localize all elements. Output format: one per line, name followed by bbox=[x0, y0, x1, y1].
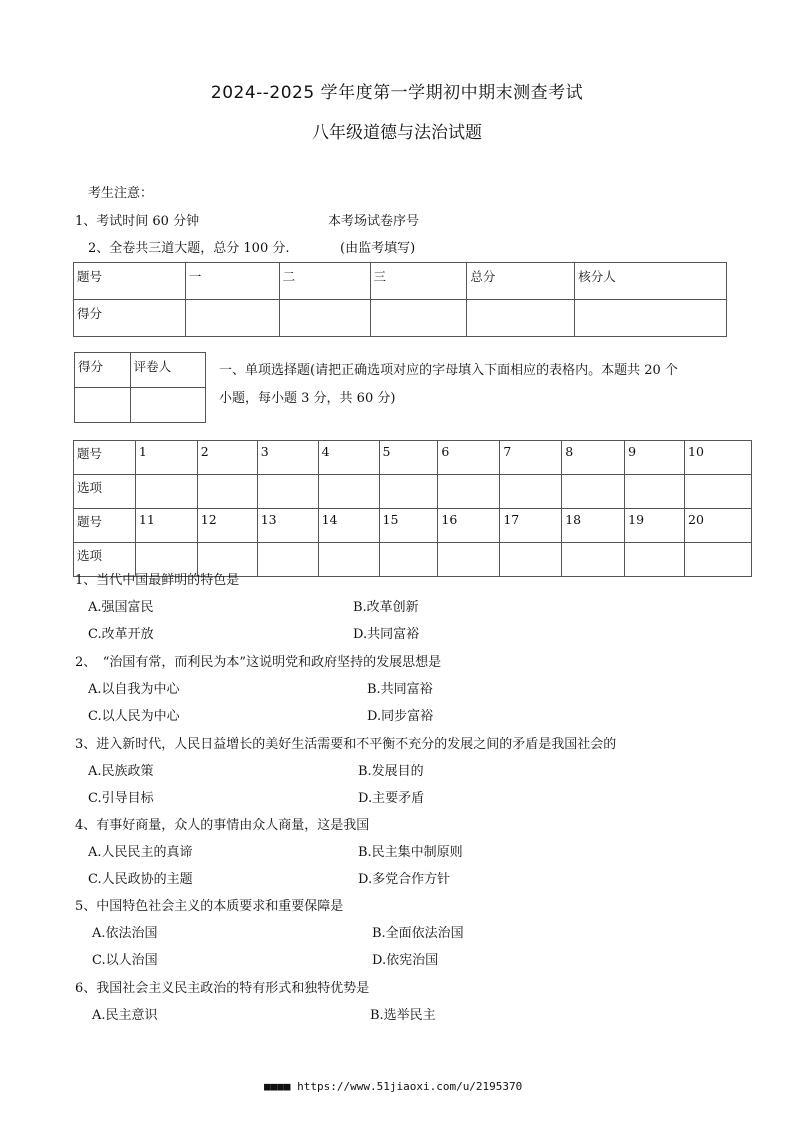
answer-number-cell: 6 bbox=[438, 441, 500, 475]
grader-name-cell[interactable] bbox=[130, 388, 205, 423]
answer-option-cell[interactable] bbox=[685, 475, 752, 509]
answer-number-cell: 15 bbox=[379, 509, 438, 543]
question-option: D.同步富裕 bbox=[367, 709, 434, 724]
question-option: B.共同富裕 bbox=[367, 682, 433, 697]
score-header-row bbox=[74, 263, 727, 300]
answer-row-label: 选项 bbox=[74, 475, 136, 509]
score-cell[interactable] bbox=[279, 300, 370, 337]
score-cell[interactable] bbox=[467, 300, 575, 337]
answer-option-cell[interactable] bbox=[625, 543, 685, 577]
notice-item-score: 2、全卷共三道大题，总分 100 分. bbox=[88, 241, 290, 256]
answer-number-cell: 1 bbox=[135, 441, 197, 475]
answer-number-cell: 19 bbox=[625, 509, 685, 543]
answer-number-cell: 16 bbox=[438, 509, 500, 543]
answer-option-cell[interactable] bbox=[438, 543, 500, 577]
section1-instructions-line2: 小题，每小题 3 分，共 60 分) bbox=[219, 391, 396, 406]
question-option: B.选举民主 bbox=[370, 1008, 436, 1023]
answer-number-cell: 14 bbox=[318, 509, 379, 543]
answer-number-cell: 17 bbox=[500, 509, 562, 543]
question-option: B.民主集中制原则 bbox=[358, 845, 463, 860]
question-option: A.人民民主的真谛 bbox=[88, 845, 193, 860]
question-option: C.人民政协的主题 bbox=[88, 872, 193, 887]
score-cell[interactable] bbox=[370, 300, 467, 337]
answer-number-cell: 4 bbox=[318, 441, 379, 475]
answer-option-cell[interactable] bbox=[562, 543, 625, 577]
exam-title: 2024--2025 学年度第一学期初中期末测查考试 bbox=[210, 83, 584, 103]
answer-number-cell: 8 bbox=[562, 441, 625, 475]
answer-option-cell[interactable] bbox=[135, 475, 197, 509]
question-option: A.依法治国 bbox=[92, 926, 158, 941]
question-option: D.多党合作方针 bbox=[358, 872, 451, 887]
question-option: C.引导目标 bbox=[88, 791, 154, 806]
question-option: A.民主意识 bbox=[92, 1008, 158, 1023]
answer-option-cell[interactable] bbox=[625, 475, 685, 509]
answer-number-cell: 3 bbox=[257, 441, 318, 475]
answer-option-cell[interactable] bbox=[318, 543, 379, 577]
answer-number-row bbox=[74, 509, 752, 543]
question-option: A.民族政策 bbox=[88, 764, 154, 779]
answer-option-cell[interactable] bbox=[318, 475, 379, 509]
question-stem: 3、进入新时代，人民日益增长的美好生活需要和不平衡不充分的发展之间的矛盾是我国社会的 bbox=[75, 737, 617, 752]
answer-number-cell: 2 bbox=[197, 441, 257, 475]
grader-score-label: 得分 bbox=[75, 353, 131, 388]
question-option: A.以自我为中心 bbox=[88, 682, 180, 697]
question-option: B.改革创新 bbox=[353, 600, 419, 615]
question-option: D.依宪治国 bbox=[372, 953, 439, 968]
answer-row-label: 题号 bbox=[74, 441, 136, 475]
answer-number-cell: 20 bbox=[685, 509, 752, 543]
score-header-cell: 总分 bbox=[467, 263, 575, 300]
answer-option-cell[interactable] bbox=[562, 475, 625, 509]
question-option: B.全面依法治国 bbox=[372, 926, 464, 941]
score-value-row bbox=[74, 300, 727, 337]
section1-instructions-line1: 一、单项选择题(请把正确选项对应的字母填入下面相应的表格内。本题共 20 个 bbox=[219, 363, 678, 378]
question-stem: 1、当代中国最鲜明的特色是 bbox=[75, 573, 240, 588]
answer-option-cell[interactable] bbox=[438, 475, 500, 509]
question-option: C.改革开放 bbox=[88, 627, 154, 642]
answer-number-cell: 18 bbox=[562, 509, 625, 543]
answer-option-cell[interactable] bbox=[197, 475, 257, 509]
answer-option-cell[interactable] bbox=[379, 475, 438, 509]
answer-option-cell[interactable] bbox=[379, 543, 438, 577]
question-option: C.以人治国 bbox=[92, 953, 158, 968]
answer-table bbox=[73, 440, 752, 577]
score-header-cell: 二 bbox=[279, 263, 370, 300]
answer-row-label: 选项 bbox=[74, 543, 136, 577]
answer-number-cell: 10 bbox=[685, 441, 752, 475]
answer-option-cell[interactable] bbox=[685, 543, 752, 577]
score-header-cell: 三 bbox=[370, 263, 467, 300]
question-stem: 4、有事好商量，众人的事情由众人商量，这是我国 bbox=[75, 818, 370, 833]
grader-box bbox=[74, 352, 206, 423]
footer-url[interactable]: https://www.51jiaoxi.com/u/2195370 bbox=[297, 1080, 523, 1093]
grader-name-label: 评卷人 bbox=[130, 353, 205, 388]
score-header-cell: 一 bbox=[185, 263, 279, 300]
notice-item-time: 1、考试时间 60 分钟 bbox=[75, 214, 200, 229]
answer-number-cell: 12 bbox=[197, 509, 257, 543]
answer-option-cell[interactable] bbox=[257, 543, 318, 577]
question-option: C.以人民为中心 bbox=[88, 709, 180, 724]
notice-heading: 考生注意： bbox=[88, 186, 154, 201]
footer-prefix: ■■■■ bbox=[264, 1080, 291, 1093]
question-stem: 2、 “治国有常，而利民为本”这说明党和政府坚持的发展思想是 bbox=[75, 655, 442, 670]
question-stem: 6、我国社会主义民主政治的特有形式和独特优势是 bbox=[75, 981, 370, 996]
answer-number-cell: 11 bbox=[135, 509, 197, 543]
answer-option-cell[interactable] bbox=[500, 543, 562, 577]
question-stem: 5、中国特色社会主义的本质要求和重要保障是 bbox=[75, 899, 344, 914]
answer-number-row bbox=[74, 441, 752, 475]
score-header-cell: 题号 bbox=[74, 263, 186, 300]
answer-option-cell[interactable] bbox=[257, 475, 318, 509]
score-cell[interactable] bbox=[185, 300, 279, 337]
answer-option-row bbox=[74, 475, 752, 509]
footer-watermark bbox=[264, 1080, 522, 1093]
seat-number-label: 本考场试卷序号 bbox=[328, 214, 420, 229]
score-row-label: 得分 bbox=[74, 300, 186, 337]
question-option: D.主要矛盾 bbox=[358, 791, 425, 806]
question-option: A.强国富民 bbox=[88, 600, 154, 615]
answer-number-cell: 7 bbox=[500, 441, 562, 475]
answer-number-cell: 9 bbox=[625, 441, 685, 475]
score-cell[interactable] bbox=[575, 300, 727, 337]
seat-number-note: (由监考填写) bbox=[340, 241, 416, 256]
question-option: B.发展目的 bbox=[358, 764, 424, 779]
answer-row-label: 题号 bbox=[74, 509, 136, 543]
answer-option-cell[interactable] bbox=[500, 475, 562, 509]
answer-number-cell: 5 bbox=[379, 441, 438, 475]
score-header-cell: 核分人 bbox=[575, 263, 727, 300]
answer-number-cell: 13 bbox=[257, 509, 318, 543]
grader-score-cell[interactable] bbox=[75, 388, 131, 423]
question-option: D.共同富裕 bbox=[353, 627, 420, 642]
exam-subtitle: 八年级道德与法治试题 bbox=[312, 123, 482, 143]
score-table bbox=[73, 262, 727, 337]
